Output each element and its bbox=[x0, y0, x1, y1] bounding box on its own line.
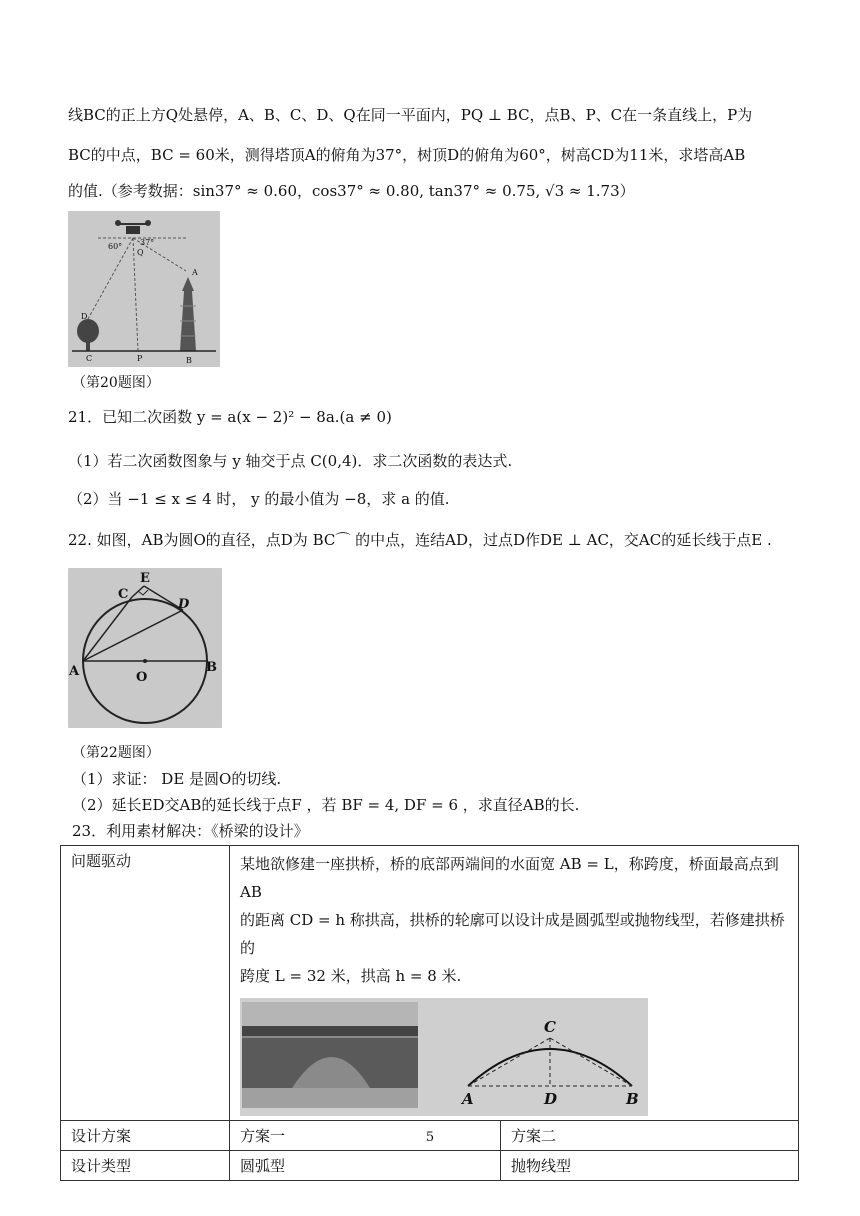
row1-text-2: 的距离 CD = h 称拱高，拱桥的轮廓可以设计成是圆弧型或抛物线型，若修建拱桥的 bbox=[240, 911, 785, 957]
figure-22-caption: （第22题图） bbox=[72, 745, 160, 761]
row1-label: 问题驱动 bbox=[61, 846, 230, 1121]
fig20-label-p: P bbox=[137, 354, 143, 363]
row3-col3: 抛物线型 bbox=[501, 1151, 799, 1181]
bridge-label-b: B bbox=[626, 1090, 639, 1108]
fig20-label-q: Q bbox=[137, 248, 144, 257]
bridge-label-c: C bbox=[544, 1018, 556, 1036]
fig20-label-c: C bbox=[86, 354, 93, 363]
row3-col2: 圆弧型 bbox=[230, 1151, 501, 1181]
q21-part-2: （2）当 −1 ≤ x ≤ 4 时， y 的最小值为 −8，求 a 的值. bbox=[68, 490, 450, 508]
q20-line-2: BC的中点，BC = 60米，测得塔顶A的俯角为37°，树顶D的俯角为60°，树高CD为11米，求塔高AB bbox=[68, 146, 746, 164]
fig22-label-e: E bbox=[140, 571, 150, 586]
bridge-label-a: A bbox=[462, 1090, 474, 1108]
row1-text-1: 某地欲修建一座拱桥，桥的底部两端间的水面宽 AB = L，称跨度，桥面最高点到AB bbox=[240, 855, 779, 901]
fig20-label-d: D bbox=[81, 312, 88, 321]
fig22-label-c: C bbox=[118, 587, 129, 602]
figure-22 bbox=[68, 568, 222, 728]
bridge-figure bbox=[240, 998, 648, 1116]
page-number: 5 bbox=[425, 1130, 435, 1145]
fig20-angle-right: 37° bbox=[140, 238, 155, 247]
q20-line-1: 线BC的正上方Q处悬停，A、B、C、D、Q在同一平面内，PQ ⊥ BC，点B、P、C在一条直线上，P为 bbox=[68, 106, 753, 124]
q22-stem: 22. 如图，AB为圆O的直径，点D为 BC⌒ 的中点，连结AD，过点D作DE ⊥ AC，交AC的延长线于点E . bbox=[68, 531, 772, 549]
q20-line-3: 的值.（参考数据：sin37° ≈ 0.60，cos37° ≈ 0.80, tan37° ≈ 0.75, √3 ≈ 1.73） bbox=[68, 182, 635, 200]
bridge-label-d: D bbox=[544, 1090, 558, 1108]
table-row bbox=[61, 846, 799, 1121]
fig20-angle-left: 60° bbox=[108, 242, 123, 251]
figure-20-caption: （第20题图） bbox=[72, 375, 160, 391]
q22-part-1: （1）求证： DE 是圆O的切线. bbox=[72, 770, 282, 788]
q21-stem: 21．已知二次函数 y = a(x − 2)² − 8a.(a ≠ 0) bbox=[68, 408, 392, 426]
row2-label: 设计方案 bbox=[61, 1121, 230, 1151]
fig22-label-a: A bbox=[69, 664, 80, 679]
fig20-label-b: B bbox=[186, 356, 192, 365]
row3-label: 设计类型 bbox=[61, 1151, 230, 1181]
row1-content bbox=[230, 846, 799, 1121]
q23-stem: 23．利用素材解决：《桥梁的设计》 bbox=[72, 822, 309, 840]
row1-text-3: 跨度 L = 32 米，拱高 h = 8 米. bbox=[240, 967, 462, 985]
fig22-label-o: O bbox=[136, 670, 148, 685]
row2-col2: 方案一 bbox=[230, 1121, 501, 1151]
row2-col3: 方案二 bbox=[501, 1121, 799, 1151]
fig22-label-b: B bbox=[206, 660, 217, 675]
drone-icon bbox=[126, 226, 140, 234]
table-row bbox=[61, 1151, 799, 1181]
q22-part-2: （2）延长ED交AB的延长线于点F ，若 BF = 4, DF = 6 ，求直径AB的长. bbox=[72, 796, 580, 814]
fig22-label-d: D bbox=[178, 597, 190, 612]
fig20-label-a: A bbox=[192, 268, 198, 277]
figure-20 bbox=[68, 211, 220, 367]
q21-part-1: （1）若二次函数图象与 y 轴交于点 C(0,4)．求二次函数的表达式. bbox=[68, 452, 513, 470]
